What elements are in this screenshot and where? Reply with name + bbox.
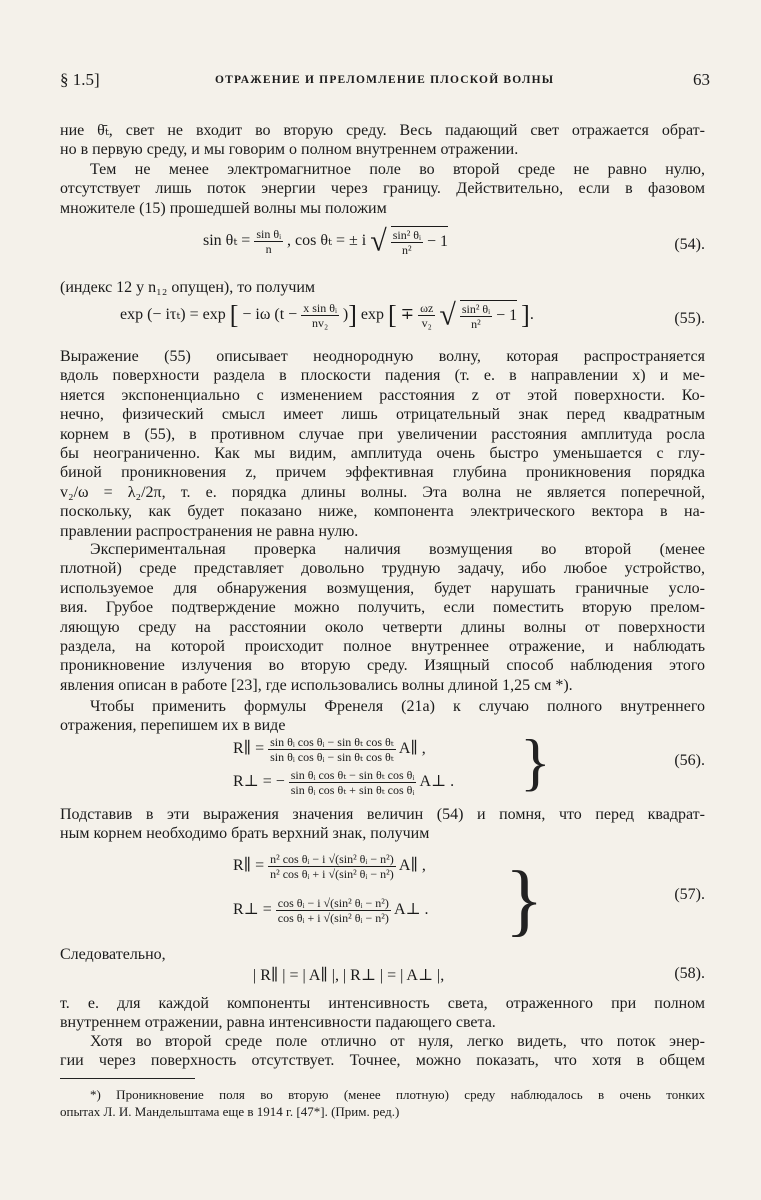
- eq54-lhs: sin θₜ =: [203, 232, 251, 250]
- fraction-denominator: n² cos θᵢ + i √(sin² θᵢ − n²): [270, 867, 394, 881]
- text-line: ным корнем необходимо брать верхний знак, получим: [60, 825, 430, 843]
- eq56-r2-lhs: R⊥ = −: [233, 773, 285, 791]
- fraction-denominator: sin θᵢ cos θₜ + sin θₜ cos θᵢ: [290, 783, 415, 797]
- equation-56-row-2: [233, 768, 454, 797]
- fraction-numerator: sin θᵢ cos θₜ − sin θₜ cos θᵢ: [290, 768, 415, 782]
- fraction-numerator: x sin θᵢ: [303, 301, 337, 315]
- equation-57-row-1: [233, 852, 426, 881]
- text-line: правлении распространения не равна нулю.: [60, 522, 359, 540]
- equation-number-56: (56).: [674, 752, 705, 769]
- right-brace: }: [505, 856, 544, 944]
- text-line: отражения, перепишем их в виде: [60, 717, 286, 735]
- text-line: ние θ̄ₜ, свет не входит во вторую среду. Весь падающий свет отражается обрат-: [60, 122, 705, 139]
- eq56-r2-tail: A⊥ .: [419, 773, 455, 791]
- running-title: ОТРАЖЕНИЕ И ПРЕЛОМЛЕНИЕ ПЛОСКОЙ ВОЛНЫ: [215, 74, 555, 86]
- eq57-r2-lhs: R⊥ =: [233, 901, 272, 919]
- footnote-line: опытах Л. И. Мандельштама еще в 1914 г. [47*]. (Прим. ред.): [60, 1104, 400, 1119]
- text-line: вия. Грубое подтверждение можно получить, если поместить вторую прелом-: [60, 599, 705, 617]
- text-line: явления описан в работе [23], где использовались волны длиной 1,25 см *).: [60, 676, 573, 694]
- text-line: ляющую среду на расстоянии около четверти длины волны от поверхности: [60, 618, 705, 636]
- paragraph-2: [60, 160, 705, 218]
- fraction-numerator: sin θᵢ: [256, 227, 282, 241]
- fraction-denominator: cos θᵢ + i √(sin² θᵢ − n²): [277, 911, 389, 925]
- eq57-r1-tail: A∥ ,: [398, 857, 426, 875]
- equation-number-54: (54).: [674, 236, 705, 253]
- text-line: плотной) среде представляет довольно трудную задачу, ибо любое устройство,: [60, 560, 705, 578]
- radical-sign: √: [370, 224, 387, 258]
- paragraph-5: [60, 540, 705, 695]
- text-line: раздела, на которой происходит полное внутреннее отражение, и наблюдать: [60, 637, 705, 655]
- eq54-middle: , cos θₜ = ± i: [287, 232, 367, 250]
- text-line: v₂/ω = λ₂/2π, т. е. порядка длины волны. Эта волна не является поперечной,: [60, 483, 705, 501]
- text-line: биной проникновения z, причем эффективная глубина проникновения порядка: [60, 464, 705, 482]
- fraction-denominator: v₂: [421, 316, 432, 330]
- equation-56-row-1: [233, 735, 426, 764]
- eq54-tail: − 1: [427, 233, 449, 251]
- eq55-sign: ∓: [400, 306, 415, 324]
- text-line: гии через поверхность отсутствует. Точнее, можно показать, что хотя в общем: [60, 1052, 705, 1070]
- text-line: Тем не менее электромагнитное поле во второй среде не равно нулю,: [90, 161, 705, 178]
- paragraph-4: [60, 347, 705, 541]
- fraction-numerator: sin θᵢ cos θᵢ − sin θₜ cos θₜ: [270, 735, 394, 749]
- fraction-denominator: n²: [471, 317, 481, 331]
- text-line: нечно, физический смысл имеет лишь отрицательный знак перед квадратным: [60, 406, 705, 424]
- fraction-numerator: n² cos θᵢ − i √(sin² θᵢ − n²): [270, 852, 394, 866]
- text-line: корнем в (55), в противном случае при увеличении расстояния амплитуда росла: [60, 425, 705, 443]
- eq57-r1-lhs: R∥ =: [233, 857, 265, 875]
- equation-number-58: (58).: [674, 965, 705, 982]
- text-line: Экспериментальная проверка наличия возмущения во второй (менее: [90, 541, 705, 558]
- paragraph-1: [60, 121, 705, 160]
- text-line: Подставив в эти выражения значения величин (54) и помня, что перед квадрат-: [60, 806, 705, 823]
- paragraph-3: [60, 278, 705, 297]
- eq56-r1-tail: A∥ ,: [398, 740, 426, 758]
- eq55-inner: − iω (t −: [242, 306, 298, 324]
- paragraph-6: [60, 697, 705, 736]
- equation-54: [203, 226, 448, 257]
- fraction-numerator: sin² θᵢ: [461, 302, 491, 316]
- equation-number-55: (55).: [674, 310, 705, 327]
- eq55-exp: exp: [360, 306, 385, 324]
- running-header: [60, 70, 710, 92]
- square-root: [370, 226, 448, 257]
- text-line: используемое для обнаружения возмущения, будет нарушать граничные усло-: [60, 579, 705, 597]
- text-line: множителе (15) прошедшей волны мы положим: [60, 199, 387, 217]
- paragraph-9: [60, 994, 705, 1033]
- footnote-rule: [60, 1078, 195, 1079]
- equation-number-57: (57).: [674, 886, 705, 903]
- section-number: § 1.5]: [60, 70, 100, 89]
- paragraph-10: [60, 1032, 705, 1071]
- right-brace: }: [520, 726, 551, 797]
- text-line: Выражение (55) описывает неоднородную волну, которая распространяется: [60, 348, 705, 365]
- radical-sign: √: [439, 298, 456, 332]
- equation-58: | R∥ | = | A∥ |, | R⊥ | = | A⊥ |,: [253, 967, 445, 984]
- fraction-numerator: sin² θᵢ: [392, 228, 421, 242]
- text-line: поскольку, как будет показано ниже, компонента электрического вектора в на-: [60, 503, 705, 521]
- fraction-denominator: sin θᵢ cos θᵢ − sin θₜ cos θₜ: [270, 750, 394, 764]
- text-line: вдоль поверхности раздела в плоскости падения (т. е. в направлении x) и ме-: [60, 367, 705, 385]
- equation-55: exp (− iτₜ) = exp [ − iω (t − $\frac{\text{x sin θᵢ}}{\text{nv₂}}$ )] exp [ ∓ $\frac{\omega z}{\text{v₂}}$ √ $\frac{\text{sin² θᵢ}}{\text{n²}}$ − 1 ].: [120, 298, 534, 332]
- text-line: Хотя во второй среде поле отлично от нуля, легко видеть, что поток энер-: [90, 1033, 705, 1050]
- fraction-numerator: cos θᵢ − i √(sin² θᵢ − n²): [277, 896, 389, 910]
- paragraph-8: [60, 945, 705, 964]
- fraction-denominator: n: [265, 242, 272, 256]
- fraction-denominator: n²: [402, 243, 412, 257]
- paragraph-7: [60, 805, 705, 844]
- text-line: но в первую среду, и мы говорим о полном внутреннем отражении.: [60, 141, 519, 159]
- eq57-r2-tail: A⊥ .: [393, 901, 429, 919]
- square-root: [439, 300, 517, 331]
- text-line: няется экспоненциально с изменением расстояния z от этой поверхности. Ко-: [60, 386, 705, 404]
- equation-57-row-2: [233, 896, 429, 925]
- text-line: Чтобы применить формулы Френеля (21а) к случаю полного внутреннего: [90, 698, 705, 715]
- text-line: Следовательно,: [60, 946, 166, 963]
- text-line: (индекс 12 у n₁₂ опущен), то получим: [60, 279, 316, 296]
- footnote-line: *) Проникновение поля во вторую (менее плотную) среду наблюдалось в очень тонких: [90, 1087, 705, 1102]
- footnote: [60, 1086, 705, 1120]
- eq54-fraction: [254, 227, 283, 256]
- text-line: проникновение излучения во вторую среду. Изящный способ наблюдения этого: [60, 657, 705, 675]
- fraction-denominator: nv₂: [311, 316, 329, 330]
- eq55-lhs: exp (− iτₜ) = exp: [120, 306, 226, 324]
- eq56-r1-lhs: R∥ =: [233, 740, 265, 758]
- text-line: бы неограниченно. Как мы видим, амплитуда очень быстро уменьшается с глу-: [60, 444, 705, 462]
- eq55-tail: − 1: [496, 307, 518, 325]
- page-number: 63: [693, 70, 710, 89]
- fraction-numerator: ωz: [420, 301, 434, 315]
- text-line: внутреннем отражении, равна интенсивности падающего света.: [60, 1014, 496, 1032]
- text-line: отсутствует лишь поток энергии через границу. Действительно, если в фазовом: [60, 180, 705, 198]
- text-line: т. е. для каждой компоненты интенсивность света, отраженного при полном: [60, 995, 705, 1012]
